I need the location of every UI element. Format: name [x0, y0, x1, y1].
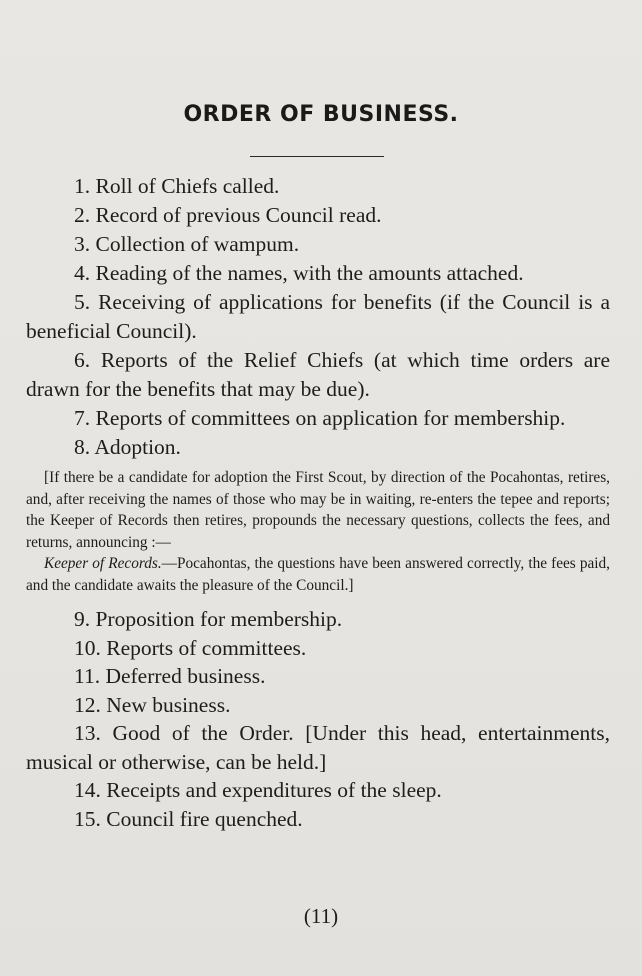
list-item: 6. Reports of the Relief Chiefs (at which time orders are drawn for the benefits that may be due).: [26, 348, 611, 401]
order-of-business-list: [26, 172, 610, 833]
list-item: 14. Receipts and expenditures of the sleep.: [74, 778, 442, 802]
keeper-of-records-paragraph: Keeper of Records.—Pocahontas, the questions have been answered correctly, the fees paid, and the candidate awaits the pleasure of the Council.]: [26, 555, 610, 594]
list-item: 7. Reports of committees on application for membership.: [74, 406, 566, 430]
speaker-name: Keeper of Records.: [44, 555, 162, 572]
page-number: (11): [303, 904, 339, 928]
page-title: ORDER OF BUSINESS.: [183, 102, 459, 127]
list-item: 12. New business.: [74, 692, 231, 717]
list-item: 9. Proposition for membership.: [74, 607, 343, 631]
list-item: 8. Adoption.: [74, 435, 181, 459]
list-item: 15. Council fire quenched.: [74, 806, 303, 831]
list-item: 4. Reading of the names, with the amounts attached.: [74, 261, 524, 285]
list-item: 11. Deferred business.: [74, 664, 266, 688]
list-item: 3. Collection of wampum.: [74, 232, 300, 256]
list-item: 13. Good of the Order. [Under this head, entertainments, musical or otherwise, can be held.]: [26, 721, 610, 774]
adoption-note: [26, 467, 610, 596]
adoption-note-paragraph: [If there be a candidate for adoption the First Scout, by direction of the Pocahontas, retires, and, after receiving the names of those who may be in waiting, re-enters the tepee and reports; the Keeper of Records then retires, propounds the necessary questions, collects the fees, and returns, announcing :—: [26, 469, 610, 551]
list-item: 10. Reports of committees.: [74, 635, 307, 660]
order-of-business-list-continued: [26, 605, 610, 833]
list-item: 1. Roll of Chiefs called.: [74, 174, 280, 198]
title-divider: [250, 156, 384, 157]
list-item: 2. Record of previous Council read.: [74, 203, 382, 227]
list-item: 5. Receiving of applications for benefits (if the Council is a beneficial Council).: [26, 290, 611, 343]
